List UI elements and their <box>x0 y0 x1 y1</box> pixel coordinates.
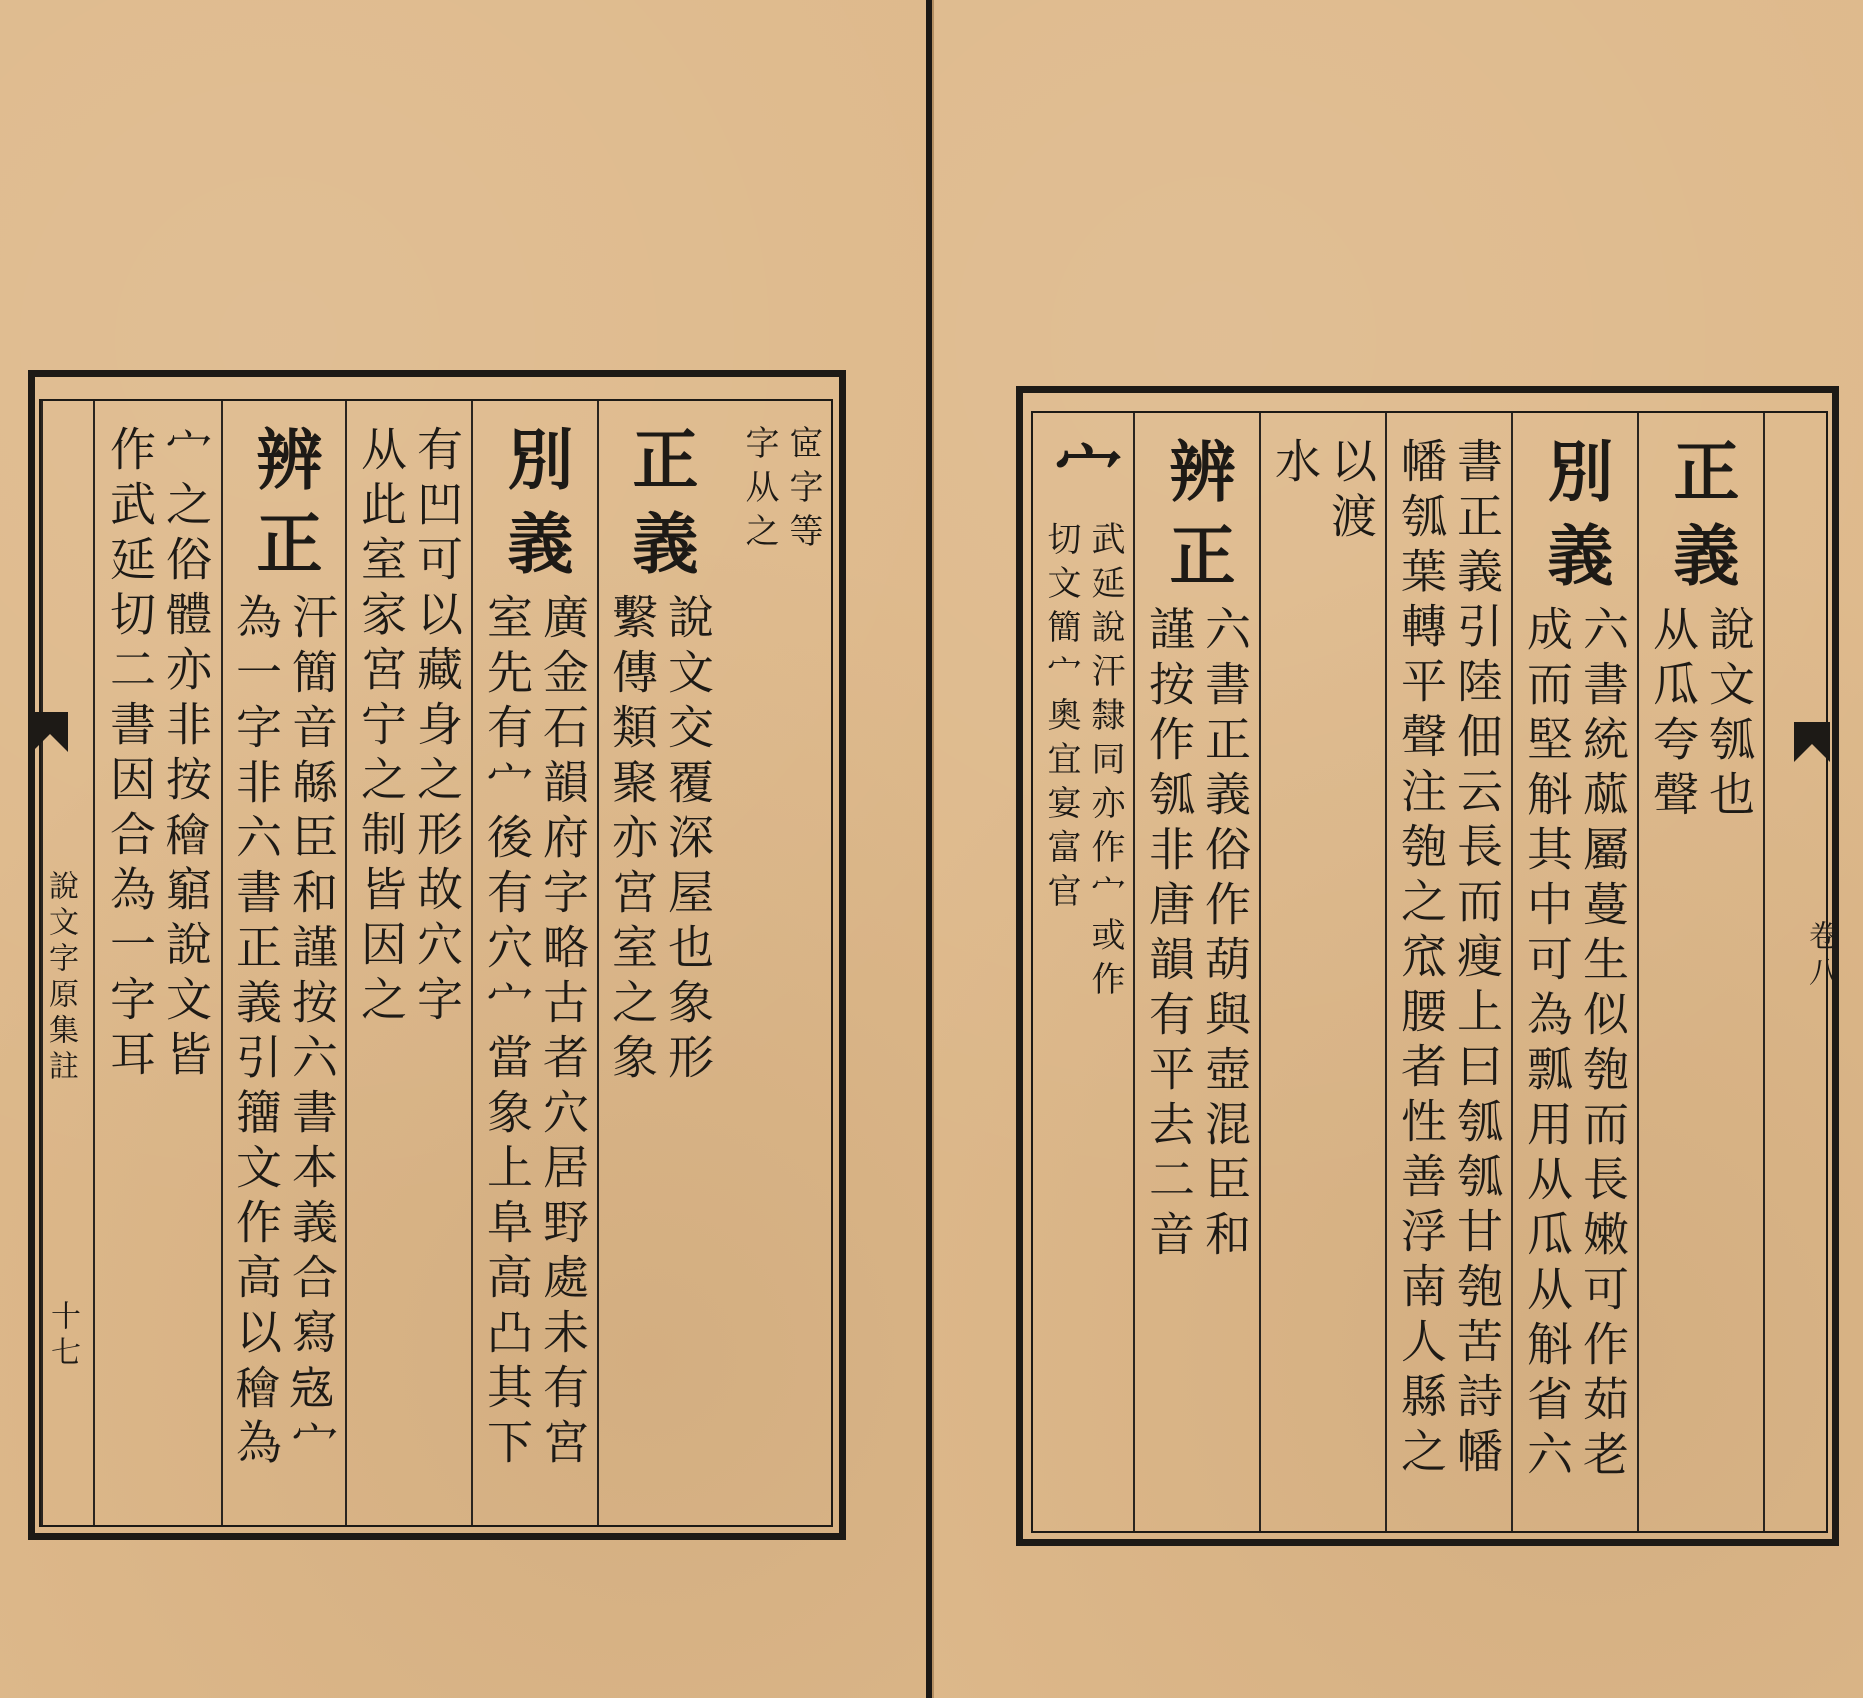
right-col-6-line-a: 武延說汗隸同亦作宀或作 <box>1085 521 1125 1005</box>
right-col-2-heading: 別義 <box>1536 437 1614 605</box>
right-col-5-line-b: 謹按作瓠非唐韻有平去二音 <box>1142 605 1196 1265</box>
left-col-6-line-a: 宀之俗體亦非按𥢶竆說文皆 <box>159 425 213 1085</box>
left-col-4-line-a: 有凹可以藏身之形故穴字 <box>410 425 464 1030</box>
left-col-3-line-b: 室先有宀後有穴宀當象上阜高凸其下 <box>480 593 534 1473</box>
left-page-outer-frame <box>28 370 846 1540</box>
right-col-2-line-b: 成而堅斛其中可為瓢用从瓜从斛省六 <box>1520 605 1574 1485</box>
right-col-3-pair <box>1394 437 1504 1482</box>
right-col-6-line-b: 切文簡宀奧宜宴富官 <box>1041 521 1081 917</box>
left-col-6-line-b: 作武延切二書因合為一字耳 <box>103 425 157 1085</box>
left-col-1 <box>721 401 841 1525</box>
left-col-6 <box>93 401 221 1525</box>
left-page <box>0 0 928 1698</box>
right-col-3-line-b: 幡瓠葉轉平聲注匏之窊腰者性善浮南人縣之 <box>1394 437 1448 1482</box>
left-col-5 <box>221 401 345 1525</box>
right-page-text-block <box>1031 411 1828 1533</box>
left-col-2-line-a: 說文交覆深屋也象形 <box>661 593 715 1088</box>
right-col-5 <box>1133 413 1259 1531</box>
left-col-3-pair <box>480 593 590 1473</box>
right-col-4 <box>1259 413 1385 1531</box>
left-col-1-line-b: 字从之 <box>739 425 779 557</box>
left-col-4-pair <box>354 425 464 1030</box>
right-col-5-line-a: 六書正義俗作葫與壺混臣和 <box>1198 605 1252 1265</box>
left-col-5-line-a: 汗簡音緜臣和謹按六書本義合寫𡨥宀 <box>285 593 339 1473</box>
right-col-1 <box>1637 413 1763 1531</box>
left-col-4-line-b: 从此室家宮宁之制皆因之 <box>354 425 408 1030</box>
left-col-4 <box>345 401 471 1525</box>
left-col-6-pair <box>103 425 213 1085</box>
left-margin-page-number: 十七 <box>45 1300 80 1372</box>
right-col-4-line-a: 以渡 <box>1324 437 1378 547</box>
right-col-2-pair <box>1520 605 1630 1485</box>
right-col-1-pair <box>1646 605 1756 825</box>
left-col-2-line-b: 繫傳類聚亦宮室之象 <box>605 593 659 1088</box>
left-col-5-pair <box>229 593 339 1473</box>
right-page-outer-frame <box>1016 386 1839 1546</box>
right-page <box>932 0 1863 1698</box>
left-col-3 <box>471 401 597 1525</box>
right-col-5-heading: 辨正 <box>1158 437 1236 605</box>
right-col-1-heading: 正義 <box>1662 437 1740 605</box>
left-col-5-line-b: 為一字非六書正義引籒文作高以𥢶為 <box>229 593 283 1473</box>
left-col-2-heading: 正義 <box>621 425 699 593</box>
left-margin-title: 說文字原集註 <box>43 870 78 1086</box>
left-col-3-line-a: 廣金石韻府字略古者穴居野處未有宮 <box>536 593 590 1473</box>
left-page-text-block <box>39 399 833 1527</box>
left-col-2-pair <box>605 593 715 1088</box>
right-col-4-line-b: 水 <box>1268 437 1322 492</box>
right-col-3-line-a: 書正義引陸佃云長而瘦上曰瓠瓠甘匏苦詩幡 <box>1450 437 1504 1482</box>
left-col-2 <box>597 401 721 1525</box>
right-col-6-seal-glyph: 宀 <box>1044 437 1122 521</box>
right-col-1-line-a: 說文瓠也 <box>1702 605 1756 825</box>
right-col-3 <box>1385 413 1511 1531</box>
right-col-4-pair <box>1268 437 1378 547</box>
right-col-2-line-a: 六書統蓏屬蔓生似匏而長嫩可作茹老 <box>1576 605 1630 1485</box>
right-col-5-pair <box>1142 605 1252 1265</box>
left-col-5-heading: 辨正 <box>245 425 323 593</box>
right-col-2 <box>1511 413 1637 1531</box>
right-col-6 <box>1033 413 1133 1531</box>
left-col-1-pair <box>739 425 823 557</box>
left-col-1-line-a: 宧字等 <box>783 425 823 557</box>
right-margin-volume: 卷八 <box>1803 920 1838 992</box>
left-col-3-heading: 別義 <box>496 425 574 593</box>
right-col-6-pair <box>1041 521 1125 1005</box>
right-col-1-line-b: 从瓜夸聲 <box>1646 605 1700 825</box>
